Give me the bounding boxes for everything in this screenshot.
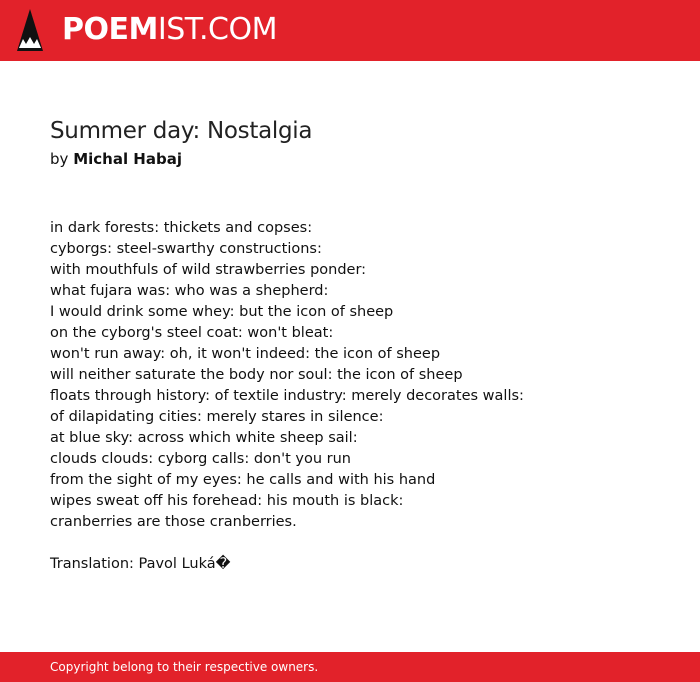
author-name: Michal Habaj [73, 150, 182, 168]
poem-line: in dark forests: thickets and copses: [50, 220, 313, 236]
poem-title: Summer day: Nostalgia [50, 118, 313, 144]
site-header [0, 0, 700, 61]
poem-line: will neither saturate the body nor soul: the icon of sheep [50, 367, 463, 383]
poem-line: won't run away: oh, it won't indeed: the icon of sheep [50, 346, 441, 362]
poem-line: clouds clouds: cyborg calls: don't you run [50, 451, 351, 467]
logo-bold-text: POEM [62, 12, 158, 47]
poem-line: cyborgs: steel-swarthy constructions: [50, 241, 322, 257]
poem-line: wipes sweat off his forehead: his mouth is black: [50, 493, 404, 509]
poem-line: what fujara was: who was a shepherd: [50, 283, 329, 299]
translation-credit: Translation: Pavol Luká� [50, 556, 231, 572]
poem-line: on the cyborg's steel coat: won't bleat: [50, 325, 334, 341]
poem-line: with mouthfuls of wild strawberries ponder: [50, 262, 367, 278]
poem-line: at blue sky: across which white sheep sail: [50, 430, 358, 446]
poem-body [50, 218, 524, 533]
copyright-notice: Copyright belong to their respective owners. [50, 660, 319, 674]
pencil-tip-icon[interactable] [17, 9, 43, 51]
poem-line: from the sight of my eyes: he calls and with his hand [50, 472, 436, 488]
poem-line: of dilapidating cities: merely stares in silence: [50, 409, 384, 425]
poem-line: floats through history: of textile industry: merely decorates walls: [50, 388, 524, 404]
poem-line: cranberries are those cranberries. [50, 514, 297, 530]
logo-light-text: IST.COM [157, 12, 277, 47]
site-footer [0, 652, 700, 682]
byline-prefix: by [50, 150, 69, 168]
site-logo[interactable] [62, 10, 277, 50]
poem-line: I would drink some whey: but the icon of sheep [50, 304, 394, 320]
byline [50, 148, 182, 170]
